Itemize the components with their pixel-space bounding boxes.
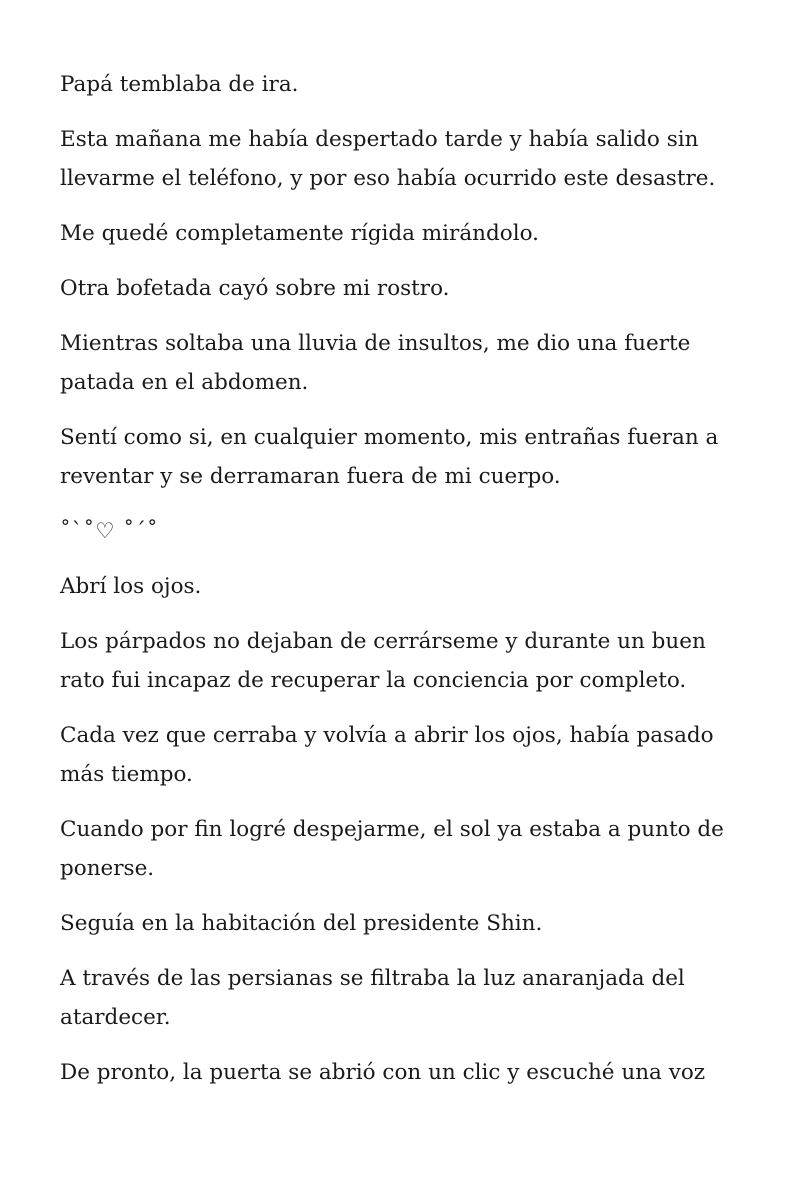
paragraph: Me quedé completamente rígida mirándolo. [60,221,539,246]
paragraph: Cuando por fin logré despejarme, el sol ya estaba a punto de ponerse. [60,817,724,881]
paragraph: A través de las persianas se filtraba la luz anaranjada del atardecer. [60,966,685,1030]
paragraph: Papá temblaba de ira. [60,72,299,97]
paragraph: Seguía en la habitación del presidente Shin. [60,911,543,936]
paragraph: Cada vez que cerraba y volvía a abrir los ojos, había pasado más tiempo. [60,723,714,787]
scene-divider: ˚`˚♡ ˚´˚ [60,519,159,544]
paragraph: Abrí los ojos. [60,574,202,599]
paragraph: Esta mañana me había despertado tarde y había salido sin llevarme el teléfono, y por eso había ocurrido este desastre. [60,127,716,191]
paragraph: Mientras soltaba una lluvia de insultos, me dio una fuerte patada en el abdomen. [60,331,691,395]
paragraph: Los párpados no dejaban de cerrárseme y durante un buen rato fui incapaz de recuperar la conciencia por completo. [60,629,706,693]
paragraph: De pronto, la puerta se abrió con un clic y escuché una voz [60,1060,706,1085]
paragraph: Sentí como si, en cualquier momento, mis entrañas fueran a reventar y se derramaran fuera de mi cuerpo. [60,425,719,489]
paragraph: Otra bofetada cayó sobre mi rostro. [60,276,450,301]
